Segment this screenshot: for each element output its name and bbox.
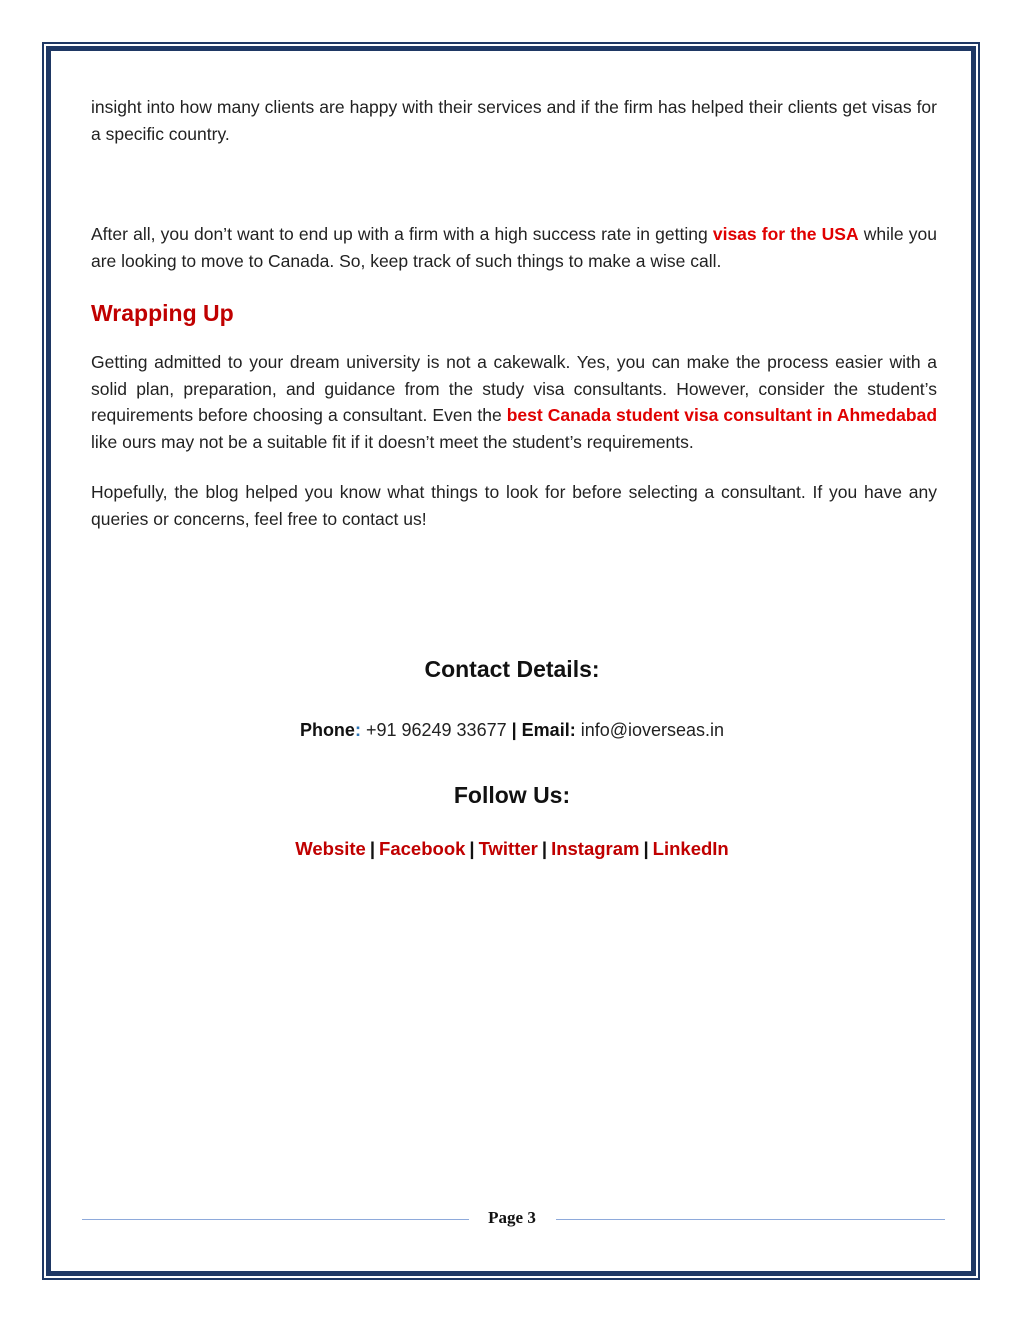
main-content <box>91 94 937 532</box>
link-separator: | <box>469 838 475 859</box>
link-separator: | <box>369 838 376 859</box>
social-links <box>0 838 1024 860</box>
paragraph-continuation: insight into how many clients are happy with their services and if the firm has helped their clients get visas for a specific country. <box>91 97 937 144</box>
paragraph-text: After all, you don’t want to end up with a firm with a high success rate in getting <box>91 224 713 244</box>
paragraph-text: while you are looking to move to Canada. So, keep track of such things to make a wise call. <box>91 224 937 271</box>
wrapping-up-heading: Wrapping Up <box>91 300 234 326</box>
paragraph-text: like ours may not be a suitable fit if it doesn’t meet the student’s requirements. <box>91 431 694 452</box>
paragraph-closing: Hopefully, the blog helped you know what things to look for before selecting a consultant. If you have any queries or concerns, feel free to contact us! <box>91 482 937 529</box>
facebook-link[interactable]: Facebook <box>379 838 466 859</box>
contact-info <box>300 720 724 740</box>
phone-value: +91 96249 33677 <box>360 720 512 740</box>
website-link[interactable]: Website <box>295 838 366 859</box>
contact-separator: | <box>511 720 517 740</box>
email-label: Email: <box>521 720 576 740</box>
paragraph-text: Getting admitted to your dream university is not a cakewalk. Yes, you can make the process easier with a solid plan, preparation, and guidance from the study visa consultants. However, consider the student’s requirements before choosing a consultant. Even the <box>91 352 937 425</box>
canada-consultant-link[interactable]: best Canada student visa consultant in Ahmedabad <box>506 405 938 425</box>
contact-details-title: Contact Details: <box>424 656 600 682</box>
email-value: info@ioverseas.in <box>575 720 725 740</box>
visas-usa-link[interactable]: visas for the USA <box>712 224 859 244</box>
follow-section <box>0 782 1024 809</box>
contact-line <box>0 720 1024 741</box>
link-separator: | <box>541 838 548 859</box>
page-number: Page 3 <box>488 1208 536 1227</box>
follow-us-title: Follow Us: <box>453 782 571 808</box>
twitter-link[interactable]: Twitter <box>478 838 538 859</box>
link-separator: | <box>643 838 649 859</box>
linkedin-link[interactable]: LinkedIn <box>652 838 729 859</box>
paragraph-wrapping-up <box>91 349 937 455</box>
instagram-link[interactable]: Instagram <box>551 838 640 859</box>
paragraph-success-rate <box>91 221 937 274</box>
phone-label: Phone <box>299 720 355 740</box>
phone-colon: : <box>354 720 361 740</box>
contact-section <box>0 656 1024 683</box>
